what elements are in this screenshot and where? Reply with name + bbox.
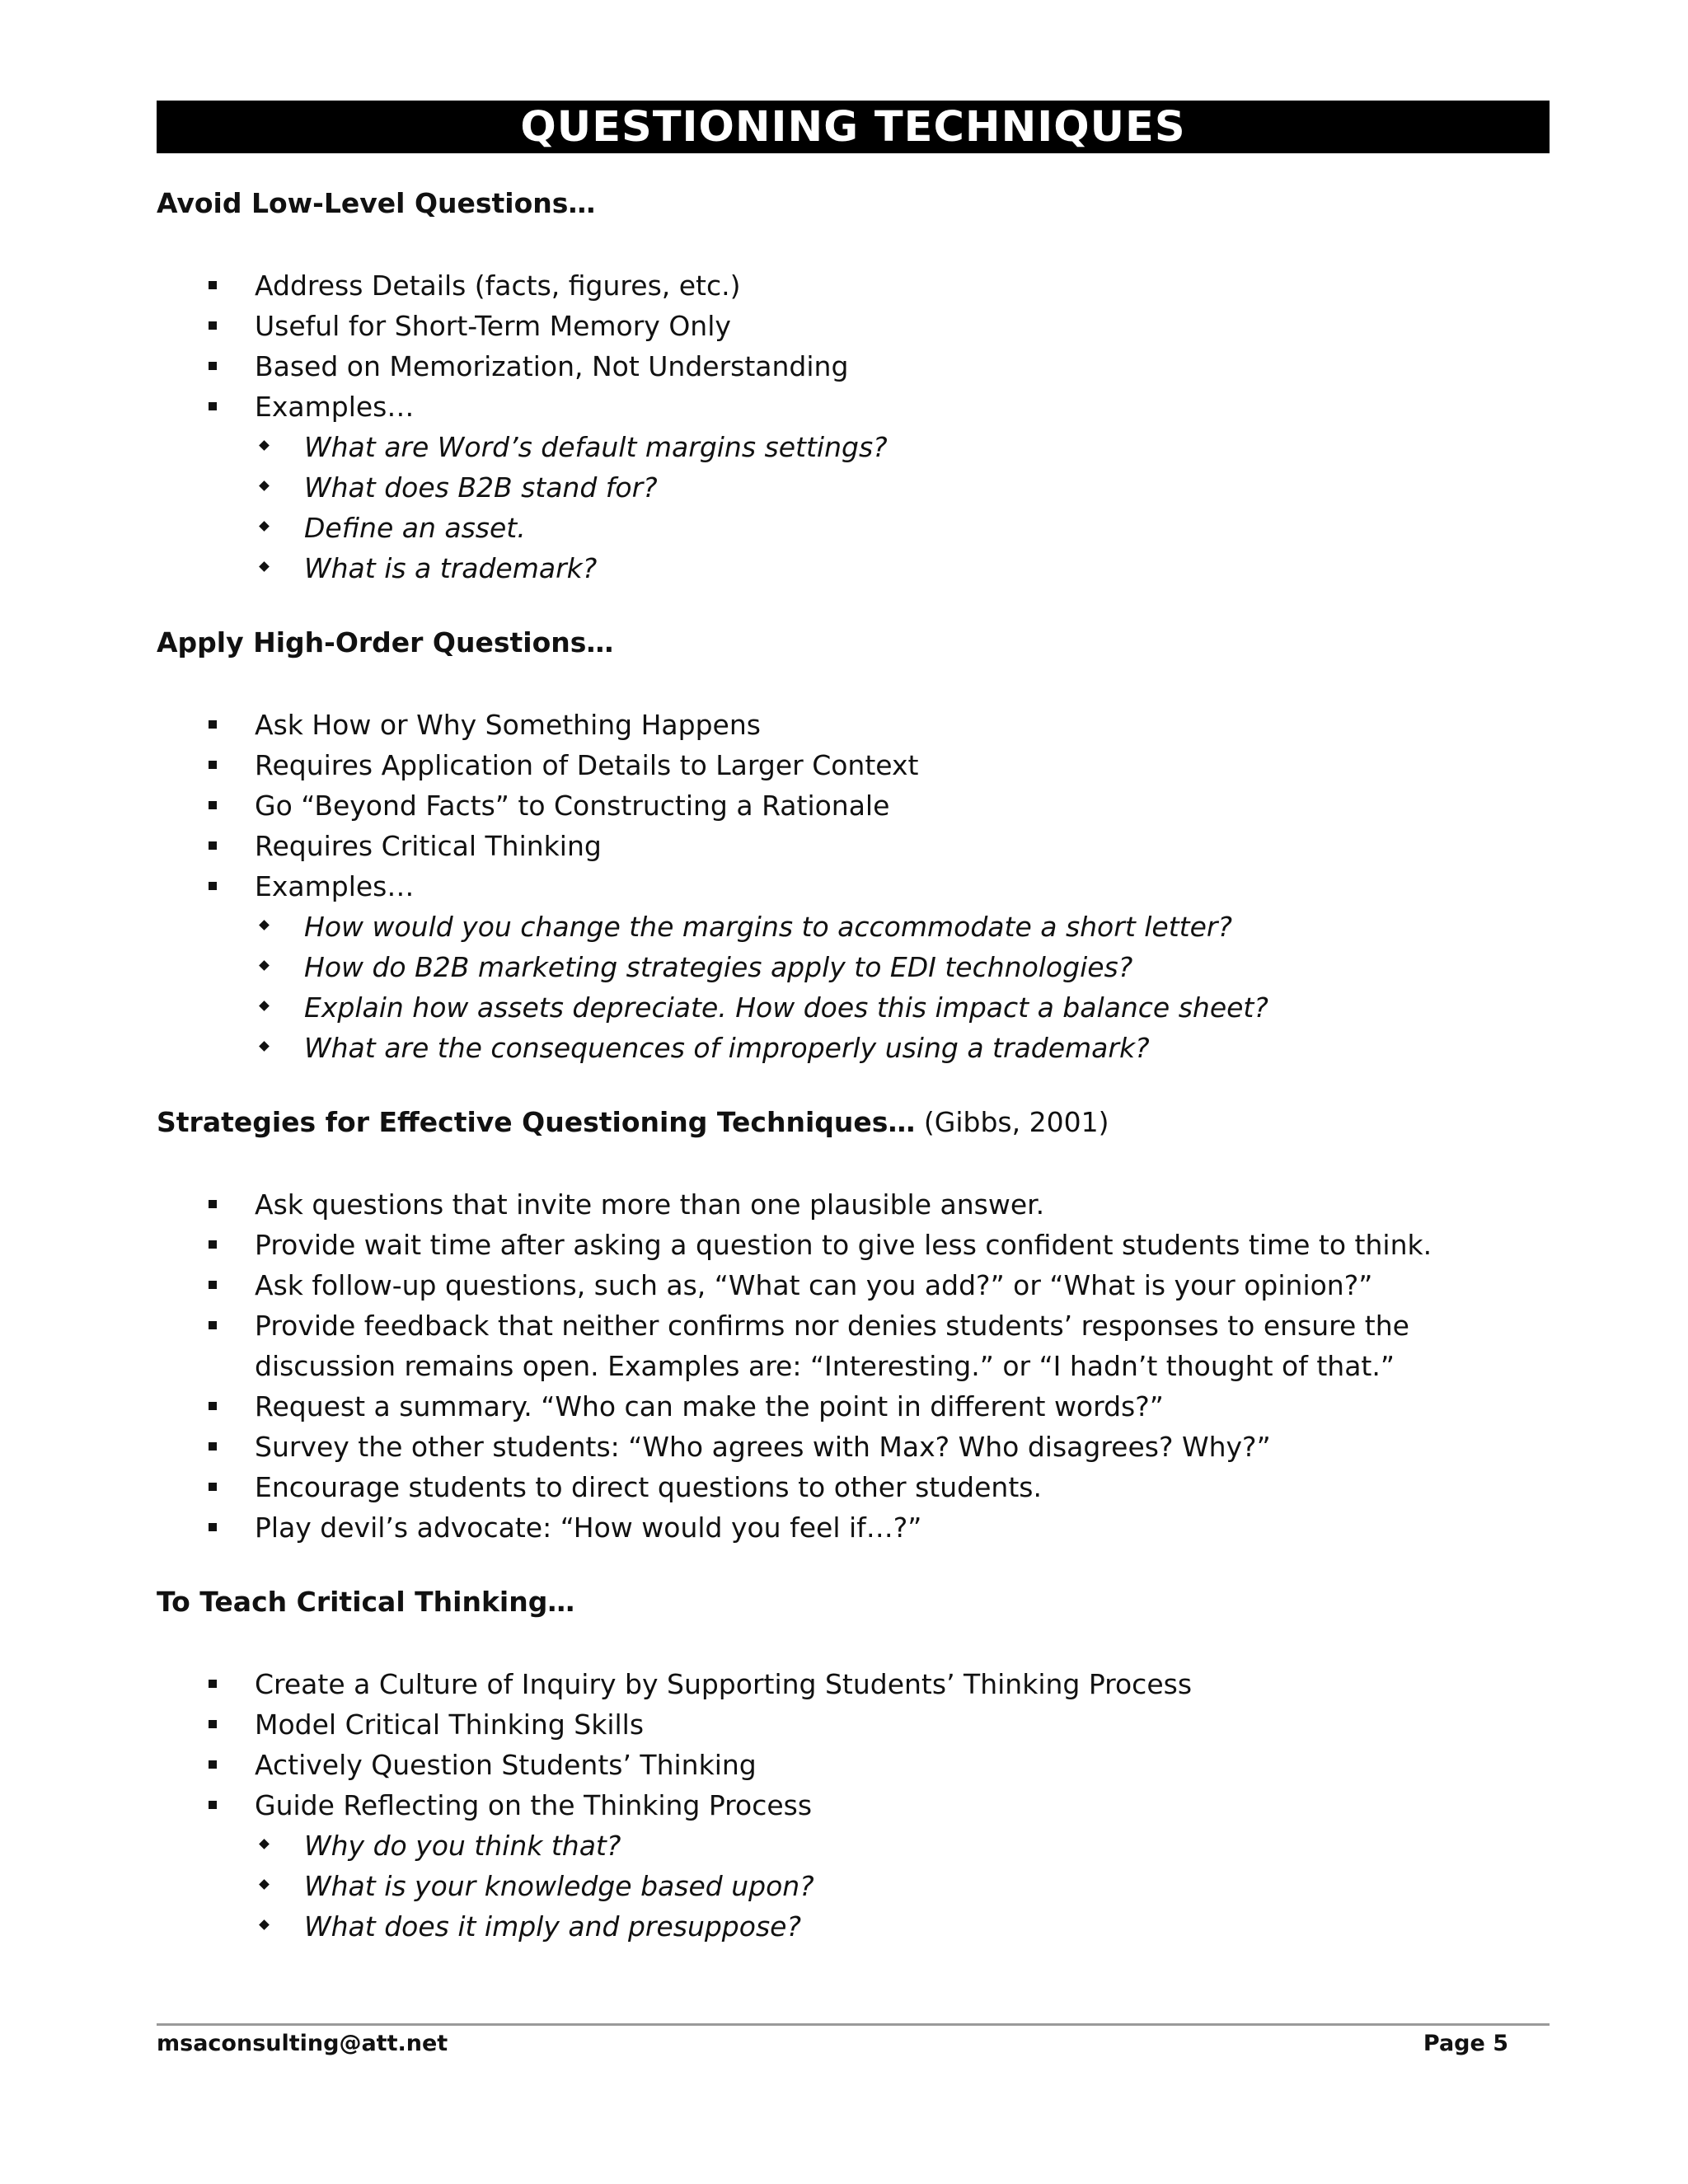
- footer-email: msaconsulting@att.net: [157, 2031, 448, 2056]
- example-item: How do B2B marketing strategies apply to EDI technologies?: [157, 947, 1550, 987]
- example-item: Define an asset.: [157, 508, 1550, 548]
- page-number: Page 5: [1423, 2031, 1508, 2056]
- example-item: What are the consequences of improperly using a trademark?: [157, 1028, 1550, 1068]
- section-heading: Avoid Low-Level Questions…: [157, 187, 596, 219]
- list-item: Model Critical Thinking Skills: [157, 1704, 1550, 1745]
- example-list: [255, 427, 1550, 588]
- list-item: Address Details (facts, figures, etc.): [157, 265, 1550, 306]
- list-item: Survey the other students: “Who agrees with Max? Who disagrees? Why?”: [157, 1427, 1550, 1467]
- list-item: Useful for Short-Term Memory Only: [157, 306, 1550, 346]
- bullet-list: [157, 265, 1550, 588]
- list-item: Encourage students to direct questions to other students.: [157, 1467, 1550, 1507]
- example-item: How would you change the margins to accommodate a short letter?: [157, 907, 1550, 947]
- bullet-list: [157, 1184, 1550, 1548]
- list-item-label: Guide Reflecting on the Thinking Process: [255, 1789, 813, 1821]
- list-item: Play devil’s advocate: “How would you feel if…?”: [157, 1507, 1550, 1548]
- citation: (Gibbs, 2001): [915, 1106, 1109, 1138]
- list-item: Actively Question Students’ Thinking: [157, 1745, 1550, 1785]
- list-item: Ask follow-up questions, such as, “What can you add?” or “What is your opinion?”: [157, 1265, 1550, 1305]
- section-heading: Apply High-Order Questions…: [157, 626, 614, 658]
- list-item: Provide feedback that neither confirms nor denies students’ responses to ensure the discussion remains open. Examples are: “Interesting.” or “I hadn’t thought of that.”: [157, 1305, 1550, 1386]
- bullet-list: [157, 705, 1550, 1068]
- example-item: What are Word’s default margins settings?: [157, 427, 1550, 467]
- example-item: What does B2B stand for?: [157, 467, 1550, 508]
- list-item-label: Examples…: [255, 870, 415, 902]
- section-critical-thinking: [157, 1586, 1550, 1947]
- list-item: Ask questions that invite more than one plausible answer.: [157, 1184, 1550, 1225]
- list-item: Go “Beyond Facts” to Constructing a Rationale: [157, 785, 1550, 826]
- list-item-examples: [157, 1785, 1550, 1947]
- bullet-list: [157, 1664, 1550, 1947]
- document-page: [157, 101, 1550, 1947]
- example-item: Explain how assets depreciate. How does this impact a balance sheet?: [157, 987, 1550, 1028]
- example-item: What does it imply and presuppose?: [157, 1906, 1550, 1947]
- list-item-examples: [157, 387, 1550, 588]
- example-item: What is your knowledge based upon?: [157, 1866, 1550, 1906]
- list-item: Provide wait time after asking a question to give less confident students time to think.: [157, 1225, 1550, 1265]
- section-low-level: [157, 187, 1550, 588]
- list-item-examples: [157, 866, 1550, 1068]
- page-footer: [157, 2029, 1508, 2059]
- list-item: Request a summary. “Who can make the point in different words?”: [157, 1386, 1550, 1427]
- section-heading: [157, 1106, 1550, 1139]
- page-title: QUESTIONING TECHNIQUES: [157, 101, 1550, 153]
- list-item-label: Examples…: [255, 391, 415, 423]
- list-item: Create a Culture of Inquiry by Supporting Students’ Thinking Process: [157, 1664, 1550, 1704]
- example-item: What is a trademark?: [157, 548, 1550, 588]
- example-list: [255, 907, 1550, 1068]
- section-heading-text: Strategies for Effective Questioning Techniques…: [157, 1106, 916, 1138]
- list-item: Ask How or Why Something Happens: [157, 705, 1550, 745]
- example-item: Why do you think that?: [157, 1825, 1550, 1866]
- example-list: [255, 1825, 1550, 1947]
- list-item: Requires Application of Details to Larger Context: [157, 745, 1550, 785]
- section-strategies: [157, 1106, 1550, 1548]
- section-high-order: [157, 626, 1550, 1068]
- list-item: Requires Critical Thinking: [157, 826, 1550, 866]
- list-item: Based on Memorization, Not Understanding: [157, 346, 1550, 387]
- footer-divider: [157, 2023, 1550, 2026]
- section-heading: To Teach Critical Thinking…: [157, 1586, 575, 1618]
